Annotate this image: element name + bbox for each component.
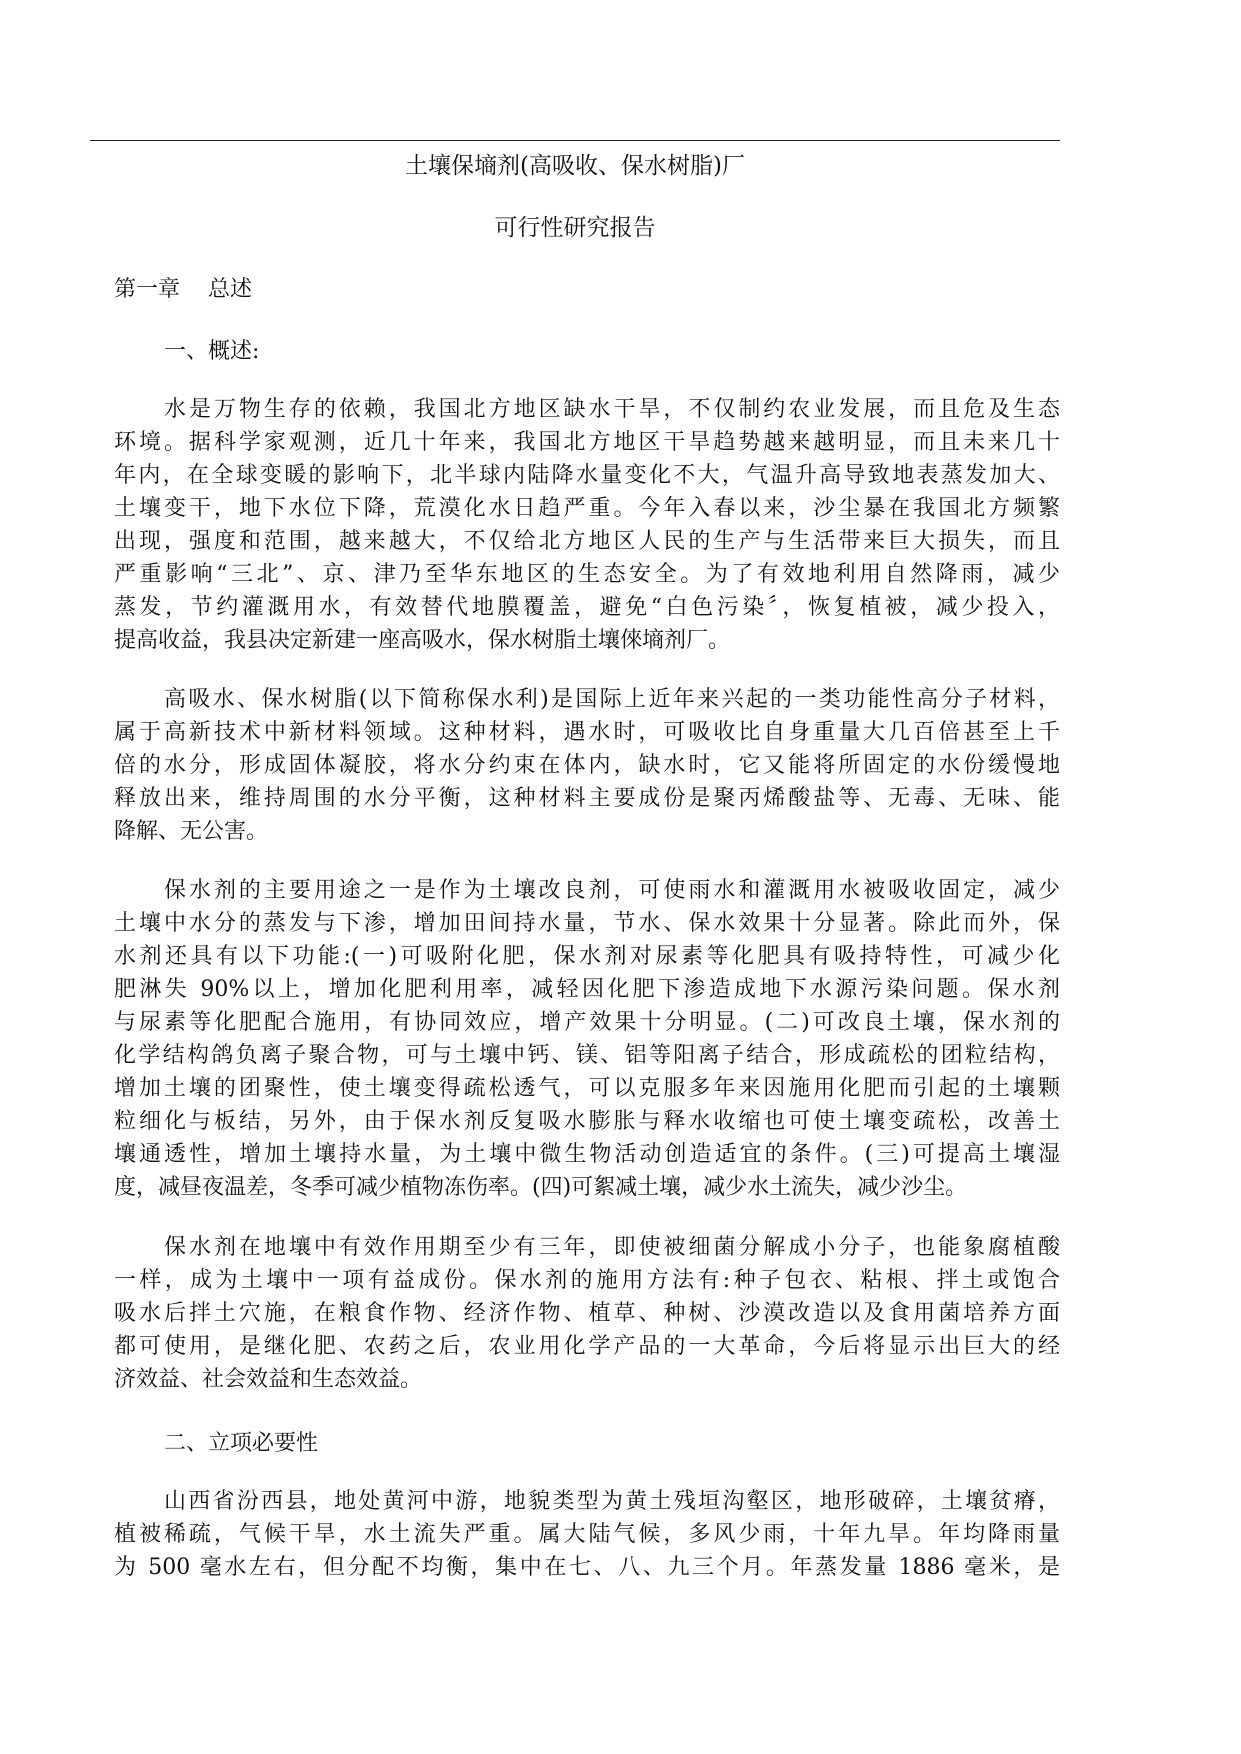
paragraph-line: 一样，成为土壤中一项有益成份。保水剂的施用方法有:种子包衣、粘根、拌土或饱合 xyxy=(114,1268,1060,1293)
paragraph-line: 山西省汾西县，地处黄河中游，地貌类型为黄土残垣沟壑区，地形破碎，土壤贫瘠， xyxy=(164,1489,1060,1514)
paragraph-line: 增加土壤的团聚性，使土壤变得疏松透气，可以克服多年来因施用化肥而引起的土壤颗 xyxy=(114,1076,1060,1101)
paragraph-line: 蒸发，节约灌溉用水，有效替代地膜覆盖，避免“白色污染〞，恢复植被，减少投入， xyxy=(114,595,1060,620)
paragraph-line: 严重影响“三北”、京、津乃至华东地区的生态安全。为了有效地利用自然降雨，减少 xyxy=(114,562,1060,587)
paragraph-overview-water xyxy=(114,393,1060,657)
paragraph-line: 倍的水分，形成固体凝胶，将水分约束在体内，缺水时，它又能将所固定的水份缓慢地 xyxy=(114,753,1060,778)
paragraph-line: 提高收益，我县决定新建一座高吸水，保水树脂土壤倈墒剂厂。 xyxy=(114,628,731,653)
chapter-heading xyxy=(114,276,252,304)
paragraph-line: 化学结构鸽负离子聚合物，可与土壤中钙、镁、铝等阳离子结合，形成疏松的团粒结构， xyxy=(114,1043,1060,1068)
paragraph-line: 环境。据科学家观测，近几十年来，我国北方地区干旱趋势越来越明显，而且未来几十 xyxy=(114,430,1060,455)
paragraph-line: 与尿素等化肥配合施用，有协同效应，增产效果十分明显。(二)可改良土壤，保水剂的 xyxy=(114,1010,1060,1035)
paragraph-line: 吸水后拌土穴施，在粮食作物、经济作物、植草、种树、沙漠改造以及食用菌培养方面 xyxy=(114,1301,1060,1326)
paragraph-line: 高吸水、保水树脂(以下简称保水利)是国际上近年来兴起的一类功能性高分子材料， xyxy=(164,687,1060,712)
paragraph-line: 保水剂的主要用途之一是作为土壤改良剂，可使雨水和灌溉用水被吸收固定，减少 xyxy=(164,878,1060,903)
document-title: 土壤保墒剂(高吸收、保水树脂)厂 xyxy=(405,153,745,179)
paragraph-line: 属于高新技术中新材料领域。这种材料，遇水时，可吸收比自身重量大几百倍甚至上千 xyxy=(114,720,1060,745)
paragraph-line: 释放出来，维持周围的水分平衡，这种材料主要成份是聚丙烯酸盐等、无毒、无味、能 xyxy=(114,786,1060,811)
paragraph-line: 壤通透性，增加土壤持水量，为土壤中微生物活动创造适宜的条件。(三)可提高土壤湿 xyxy=(114,1142,1060,1167)
document-subtitle: 可行性研究报告 xyxy=(494,215,656,241)
paragraph-line: 都可使用，是继化肥、农药之后，农业用化学产品的一大革命，今后将显示出巨大的经 xyxy=(114,1334,1060,1359)
paragraph-line: 度，减昼夜温差，冬季可减少植物冻伤率。(四)可絮减土壤，减少水土流失，减少沙尘。 xyxy=(114,1175,968,1200)
paragraph-line: 粒细化与板结，另外，由于保水剂反复吸水膨胀与释水收缩也可使土壤变疏松，改善土 xyxy=(114,1109,1060,1134)
paragraph-line: 降解、无公害。 xyxy=(114,819,269,844)
chapter-label: 第一章 xyxy=(114,277,181,302)
paragraph-line: 土壤变干，地下水位下降，荒漠化水日趋严重。今年入春以来，沙尘暴在我国北方频繁 xyxy=(114,496,1060,521)
paragraph-line: 年内，在全球变暖的影响下，北半球内陆降水量变化不大，气温升高导致地表蒸发加大、 xyxy=(114,463,1060,488)
paragraph-county-background xyxy=(114,1485,1060,1584)
paragraph-line: 保水剂在地壤中有效作用期至少有三年，即使被细菌分解成小分子，也能象腐植酸 xyxy=(164,1235,1060,1260)
paragraph-line: 土壤中水分的蒸发与下渗，增加田间持水量，节水、保水效果十分显著。除此而外，保 xyxy=(114,911,1060,936)
paragraph-line: 出现，强度和范围，越来越大，不仅给北方地区人民的生产与生活带来巨大损失，而且 xyxy=(114,529,1060,554)
paragraph-line: 植被稀疏，气候干旱，水土流失严重。属大陆气候，多风少雨，十年九旱。年均降雨量 xyxy=(114,1522,1060,1547)
paragraph-line: 水是万物生存的依赖，我国北方地区缺水干旱，不仅制约农业发展，而且危及生态 xyxy=(164,397,1060,422)
header-rule xyxy=(90,140,1060,141)
paragraph-line: 水剂还具有以下功能:(一)可吸附化肥，保水剂对尿素等化肥具有吸持特性，可减少化 xyxy=(114,944,1060,969)
paragraph-uses xyxy=(114,874,1060,1204)
chapter-name: 总述 xyxy=(208,277,253,302)
section-heading-necessity: 二、立项必要性 xyxy=(164,1431,319,1456)
paragraph-resin-definition xyxy=(114,683,1060,848)
paragraph-line: 济效益、社会效益和生态效益。 xyxy=(114,1367,423,1392)
paragraph-application xyxy=(114,1231,1060,1396)
paragraph-line: 为 500 毫水左右，但分配不均衡，集中在七、八、九三个月。年蒸发量 1886 毫米，是 xyxy=(114,1555,1060,1580)
paragraph-line: 肥淋失 90%以上，增加化肥利用率，减轻因化肥下渗造成地下水源污染问题。保水剂 xyxy=(114,977,1060,1002)
section-heading-overview: 一、概述: xyxy=(164,339,260,364)
